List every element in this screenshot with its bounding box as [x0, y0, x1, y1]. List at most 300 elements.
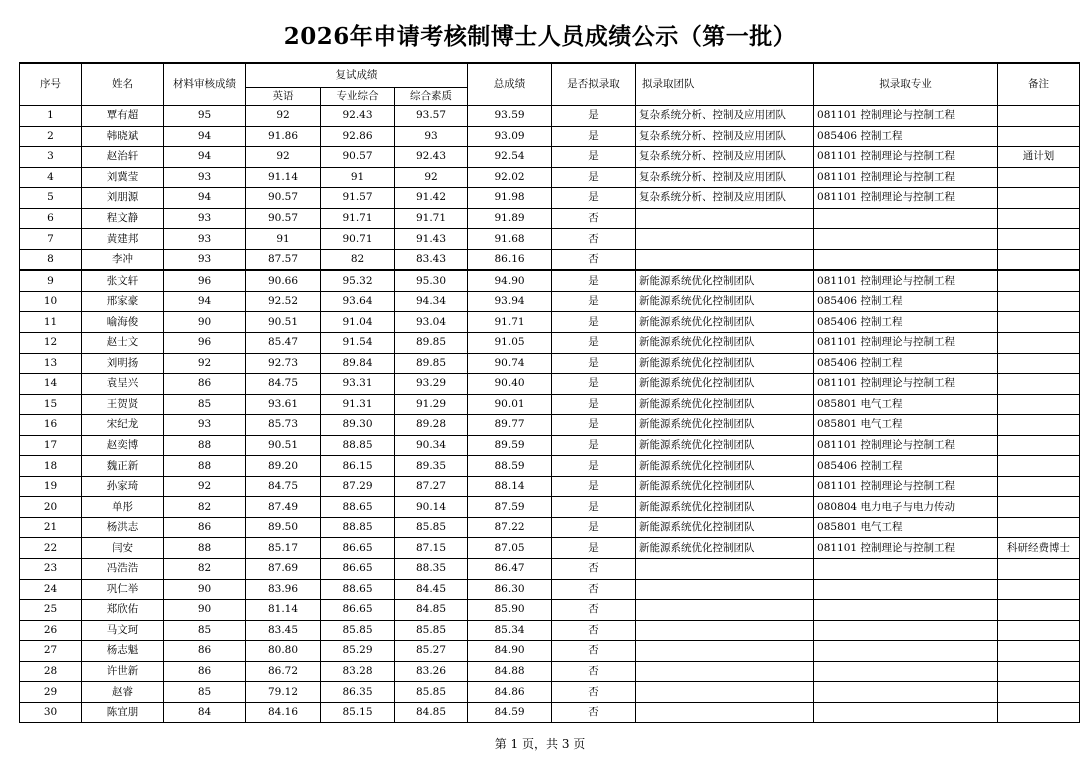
cell-team: 复杂系统分析、控制及应用团队 — [636, 167, 814, 188]
table-row — [20, 126, 1080, 147]
cell-major: 91.54 — [321, 333, 395, 354]
cell-name: 喻海俊 — [82, 312, 164, 333]
cell-admit: 是 — [552, 147, 636, 168]
cell-major: 86.65 — [321, 559, 395, 580]
table-row — [20, 456, 1080, 477]
cell-name: 赵治轩 — [82, 147, 164, 168]
header-name: 姓名 — [82, 63, 164, 106]
cell-program — [814, 249, 998, 270]
cell-program: 085406 控制工程 — [814, 312, 998, 333]
cell-name: 韩晓斌 — [82, 126, 164, 147]
cell-name: 魏正新 — [82, 456, 164, 477]
table-row — [20, 600, 1080, 621]
cell-note — [998, 126, 1080, 147]
cell-major: 91.31 — [321, 394, 395, 415]
cell-team — [636, 249, 814, 270]
cell-team — [636, 641, 814, 662]
cell-total: 88.59 — [468, 456, 552, 477]
cell-team: 新能源系统优化控制团队 — [636, 435, 814, 456]
cell-seq: 16 — [20, 415, 82, 436]
cell-program: 085801 电气工程 — [814, 394, 998, 415]
cell-material: 90 — [164, 312, 246, 333]
cell-program — [814, 229, 998, 250]
cell-quality: 94.34 — [395, 291, 468, 312]
cell-material: 96 — [164, 333, 246, 354]
cell-note — [998, 374, 1080, 395]
page-number: 第 1 页，共 3 页 — [494, 737, 586, 751]
cell-name: 杨志魁 — [82, 641, 164, 662]
cell-total: 86.47 — [468, 559, 552, 580]
cell-team: 复杂系统分析、控制及应用团队 — [636, 106, 814, 127]
cell-program: 081101 控制理论与控制工程 — [814, 106, 998, 127]
cell-seq: 22 — [20, 538, 82, 559]
cell-material: 86 — [164, 661, 246, 682]
cell-name: 巩仁举 — [82, 579, 164, 600]
cell-admit: 否 — [552, 682, 636, 703]
cell-total: 84.86 — [468, 682, 552, 703]
cell-program: 081101 控制理论与控制工程 — [814, 333, 998, 354]
cell-name: 闫安 — [82, 538, 164, 559]
score-table — [19, 62, 1080, 723]
cell-note — [998, 188, 1080, 209]
cell-material: 88 — [164, 456, 246, 477]
cell-name: 冯浩浩 — [82, 559, 164, 580]
cell-total: 92.02 — [468, 167, 552, 188]
cell-name: 刘明扬 — [82, 353, 164, 374]
cell-english: 90.51 — [246, 312, 321, 333]
cell-seq: 5 — [20, 188, 82, 209]
cell-program: 085406 控制工程 — [814, 126, 998, 147]
cell-name: 刘冀莹 — [82, 167, 164, 188]
cell-english: 92 — [246, 147, 321, 168]
header-retest: 复试成绩 — [246, 63, 468, 88]
cell-major: 85.15 — [321, 702, 395, 723]
cell-total: 91.05 — [468, 333, 552, 354]
header-quality: 综合素质 — [395, 88, 468, 106]
cell-admit: 是 — [552, 538, 636, 559]
cell-team: 新能源系统优化控制团队 — [636, 394, 814, 415]
cell-admit: 否 — [552, 702, 636, 723]
cell-total: 85.34 — [468, 620, 552, 641]
cell-quality: 87.27 — [395, 476, 468, 497]
cell-seq: 1 — [20, 106, 82, 127]
cell-team: 新能源系统优化控制团队 — [636, 538, 814, 559]
cell-admit: 是 — [552, 270, 636, 291]
cell-seq: 24 — [20, 579, 82, 600]
cell-english: 84.16 — [246, 702, 321, 723]
table-row — [20, 229, 1080, 250]
header-english: 英语 — [246, 88, 321, 106]
cell-material: 93 — [164, 229, 246, 250]
cell-admit: 是 — [552, 374, 636, 395]
header-note: 备注 — [998, 63, 1080, 106]
cell-material: 95 — [164, 106, 246, 127]
cell-english: 81.14 — [246, 600, 321, 621]
cell-material: 88 — [164, 435, 246, 456]
cell-note — [998, 333, 1080, 354]
cell-english: 87.57 — [246, 249, 321, 270]
cell-team — [636, 600, 814, 621]
cell-quality: 92 — [395, 167, 468, 188]
cell-name: 王贺贤 — [82, 394, 164, 415]
table-row — [20, 435, 1080, 456]
cell-team: 新能源系统优化控制团队 — [636, 374, 814, 395]
cell-seq: 3 — [20, 147, 82, 168]
cell-quality: 85.85 — [395, 620, 468, 641]
cell-program: 081101 控制理论与控制工程 — [814, 270, 998, 291]
cell-seq: 6 — [20, 208, 82, 229]
cell-name: 张文轩 — [82, 270, 164, 291]
cell-english: 90.66 — [246, 270, 321, 291]
cell-name: 陈宜朋 — [82, 702, 164, 723]
cell-admit: 否 — [552, 620, 636, 641]
cell-major: 86.65 — [321, 600, 395, 621]
cell-name: 赵士文 — [82, 333, 164, 354]
cell-admit: 是 — [552, 333, 636, 354]
cell-major: 88.65 — [321, 579, 395, 600]
cell-seq: 18 — [20, 456, 82, 477]
table-row — [20, 188, 1080, 209]
cell-name: 赵奕博 — [82, 435, 164, 456]
cell-major: 88.85 — [321, 517, 395, 538]
cell-seq: 10 — [20, 291, 82, 312]
cell-name: 刘朋源 — [82, 188, 164, 209]
table-row — [20, 147, 1080, 168]
table-row — [20, 702, 1080, 723]
cell-quality: 92.43 — [395, 147, 468, 168]
cell-note — [998, 620, 1080, 641]
cell-name: 马文珂 — [82, 620, 164, 641]
cell-english: 92.52 — [246, 291, 321, 312]
cell-major: 92.43 — [321, 106, 395, 127]
cell-name: 郑欣佑 — [82, 600, 164, 621]
cell-name: 赵睿 — [82, 682, 164, 703]
cell-major: 90.57 — [321, 147, 395, 168]
cell-total: 90.74 — [468, 353, 552, 374]
cell-admit: 是 — [552, 291, 636, 312]
cell-total: 93.09 — [468, 126, 552, 147]
cell-total: 88.14 — [468, 476, 552, 497]
cell-team: 新能源系统优化控制团队 — [636, 456, 814, 477]
header-material: 材料审核成绩 — [164, 63, 246, 106]
cell-seq: 4 — [20, 167, 82, 188]
cell-name: 杨洪志 — [82, 517, 164, 538]
cell-material: 93 — [164, 415, 246, 436]
cell-english: 83.96 — [246, 579, 321, 600]
cell-material: 93 — [164, 249, 246, 270]
cell-seq: 25 — [20, 600, 82, 621]
cell-total: 92.54 — [468, 147, 552, 168]
cell-program — [814, 702, 998, 723]
cell-seq: 28 — [20, 661, 82, 682]
cell-seq: 20 — [20, 497, 82, 518]
header-program: 拟录取专业 — [814, 63, 998, 106]
cell-quality: 84.85 — [395, 600, 468, 621]
cell-total: 85.90 — [468, 600, 552, 621]
cell-team: 新能源系统优化控制团队 — [636, 353, 814, 374]
cell-major: 85.85 — [321, 620, 395, 641]
cell-admit: 否 — [552, 559, 636, 580]
cell-admit: 是 — [552, 188, 636, 209]
cell-name: 袁呈兴 — [82, 374, 164, 395]
cell-quality: 89.85 — [395, 353, 468, 374]
cell-material: 85 — [164, 620, 246, 641]
table-row — [20, 476, 1080, 497]
cell-english: 91.14 — [246, 167, 321, 188]
table-row — [20, 538, 1080, 559]
cell-total: 89.77 — [468, 415, 552, 436]
cell-major: 85.29 — [321, 641, 395, 662]
cell-note — [998, 249, 1080, 270]
cell-program: 085801 电气工程 — [814, 517, 998, 538]
cell-note — [998, 312, 1080, 333]
cell-team: 新能源系统优化控制团队 — [636, 517, 814, 538]
cell-program: 085406 控制工程 — [814, 291, 998, 312]
cell-program — [814, 600, 998, 621]
cell-note — [998, 559, 1080, 580]
table-row — [20, 559, 1080, 580]
table-row — [20, 497, 1080, 518]
cell-material: 85 — [164, 682, 246, 703]
table-row — [20, 620, 1080, 641]
cell-material: 90 — [164, 600, 246, 621]
cell-major: 89.84 — [321, 353, 395, 374]
cell-team — [636, 559, 814, 580]
table-row — [20, 682, 1080, 703]
cell-total: 87.22 — [468, 517, 552, 538]
cell-team — [636, 702, 814, 723]
cell-seq: 23 — [20, 559, 82, 580]
cell-quality: 90.34 — [395, 435, 468, 456]
cell-quality: 93 — [395, 126, 468, 147]
cell-team: 复杂系统分析、控制及应用团队 — [636, 147, 814, 168]
table-row — [20, 291, 1080, 312]
header-admit: 是否拟录取 — [552, 63, 636, 106]
cell-name: 黄建邦 — [82, 229, 164, 250]
cell-major: 93.64 — [321, 291, 395, 312]
cell-quality: 85.27 — [395, 641, 468, 662]
cell-admit: 是 — [552, 497, 636, 518]
cell-team: 新能源系统优化控制团队 — [636, 291, 814, 312]
cell-admit: 否 — [552, 600, 636, 621]
table-row — [20, 517, 1080, 538]
cell-seq: 7 — [20, 229, 82, 250]
cell-admit: 否 — [552, 208, 636, 229]
cell-seq: 27 — [20, 641, 82, 662]
cell-material: 86 — [164, 641, 246, 662]
cell-material: 85 — [164, 394, 246, 415]
cell-material: 94 — [164, 147, 246, 168]
cell-total: 84.88 — [468, 661, 552, 682]
cell-seq: 30 — [20, 702, 82, 723]
cell-program: 085801 电气工程 — [814, 415, 998, 436]
cell-note — [998, 702, 1080, 723]
cell-english: 83.45 — [246, 620, 321, 641]
table-row — [20, 270, 1080, 291]
cell-quality: 85.85 — [395, 517, 468, 538]
cell-quality: 84.85 — [395, 702, 468, 723]
cell-major: 90.71 — [321, 229, 395, 250]
cell-admit: 是 — [552, 167, 636, 188]
table-row — [20, 394, 1080, 415]
cell-major: 83.28 — [321, 661, 395, 682]
cell-team: 复杂系统分析、控制及应用团队 — [636, 126, 814, 147]
cell-seq: 11 — [20, 312, 82, 333]
cell-english: 84.75 — [246, 374, 321, 395]
cell-major: 86.65 — [321, 538, 395, 559]
cell-note — [998, 600, 1080, 621]
cell-team: 复杂系统分析、控制及应用团队 — [636, 188, 814, 209]
header-seq: 序号 — [20, 63, 82, 106]
cell-seq: 8 — [20, 249, 82, 270]
cell-seq: 9 — [20, 270, 82, 291]
cell-english: 85.47 — [246, 333, 321, 354]
table-row — [20, 333, 1080, 354]
cell-quality: 93.29 — [395, 374, 468, 395]
cell-seq: 14 — [20, 374, 82, 395]
cell-note — [998, 682, 1080, 703]
cell-program — [814, 620, 998, 641]
cell-quality: 93.57 — [395, 106, 468, 127]
cell-admit: 是 — [552, 126, 636, 147]
cell-quality: 91.71 — [395, 208, 468, 229]
cell-total: 86.16 — [468, 249, 552, 270]
cell-note — [998, 270, 1080, 291]
cell-admit: 否 — [552, 661, 636, 682]
cell-total: 84.59 — [468, 702, 552, 723]
cell-program — [814, 579, 998, 600]
cell-seq: 19 — [20, 476, 82, 497]
cell-name: 李冲 — [82, 249, 164, 270]
cell-name: 孙家琦 — [82, 476, 164, 497]
cell-team: 新能源系统优化控制团队 — [636, 333, 814, 354]
cell-quality: 89.35 — [395, 456, 468, 477]
cell-major: 89.30 — [321, 415, 395, 436]
table-row — [20, 374, 1080, 395]
cell-team: 新能源系统优化控制团队 — [636, 312, 814, 333]
cell-seq: 12 — [20, 333, 82, 354]
cell-note: 科研经费博士 — [998, 538, 1080, 559]
cell-material: 93 — [164, 208, 246, 229]
cell-name: 程文静 — [82, 208, 164, 229]
cell-english: 89.20 — [246, 456, 321, 477]
cell-admit: 是 — [552, 517, 636, 538]
cell-total: 94.90 — [468, 270, 552, 291]
cell-name: 邢家豪 — [82, 291, 164, 312]
cell-major: 91 — [321, 167, 395, 188]
cell-team — [636, 661, 814, 682]
cell-material: 82 — [164, 497, 246, 518]
cell-seq: 26 — [20, 620, 82, 641]
cell-seq: 13 — [20, 353, 82, 374]
cell-note: 通计划 — [998, 147, 1080, 168]
cell-program: 081101 控制理论与控制工程 — [814, 188, 998, 209]
cell-major: 87.29 — [321, 476, 395, 497]
table-row — [20, 579, 1080, 600]
cell-english: 93.61 — [246, 394, 321, 415]
cell-total: 91.68 — [468, 229, 552, 250]
cell-major: 82 — [321, 249, 395, 270]
cell-team: 新能源系统优化控制团队 — [636, 270, 814, 291]
cell-material: 94 — [164, 188, 246, 209]
cell-total: 93.94 — [468, 291, 552, 312]
cell-material: 86 — [164, 517, 246, 538]
cell-name: 许世新 — [82, 661, 164, 682]
cell-major: 86.35 — [321, 682, 395, 703]
cell-note — [998, 641, 1080, 662]
cell-admit: 是 — [552, 106, 636, 127]
cell-note — [998, 106, 1080, 127]
cell-total: 87.05 — [468, 538, 552, 559]
cell-quality: 83.26 — [395, 661, 468, 682]
cell-program — [814, 682, 998, 703]
cell-total: 86.30 — [468, 579, 552, 600]
cell-program — [814, 208, 998, 229]
cell-team: 新能源系统优化控制团队 — [636, 476, 814, 497]
cell-seq: 2 — [20, 126, 82, 147]
cell-english: 91.86 — [246, 126, 321, 147]
cell-material: 93 — [164, 167, 246, 188]
cell-note — [998, 435, 1080, 456]
cell-english: 91 — [246, 229, 321, 250]
table-row — [20, 415, 1080, 436]
cell-quality: 87.15 — [395, 538, 468, 559]
cell-english: 92.73 — [246, 353, 321, 374]
cell-material: 82 — [164, 559, 246, 580]
table-row — [20, 661, 1080, 682]
cell-material: 96 — [164, 270, 246, 291]
cell-note — [998, 456, 1080, 477]
cell-major: 92.86 — [321, 126, 395, 147]
cell-english: 90.57 — [246, 208, 321, 229]
cell-material: 86 — [164, 374, 246, 395]
cell-material: 94 — [164, 126, 246, 147]
table-row — [20, 641, 1080, 662]
cell-admit: 否 — [552, 579, 636, 600]
cell-material: 84 — [164, 702, 246, 723]
cell-team — [636, 620, 814, 641]
cell-name: 宋纪龙 — [82, 415, 164, 436]
cell-english: 84.75 — [246, 476, 321, 497]
cell-note — [998, 394, 1080, 415]
cell-note — [998, 208, 1080, 229]
cell-total: 84.90 — [468, 641, 552, 662]
cell-seq: 17 — [20, 435, 82, 456]
cell-note — [998, 476, 1080, 497]
table-row — [20, 167, 1080, 188]
table-row — [20, 312, 1080, 333]
cell-seq: 15 — [20, 394, 82, 415]
header-total: 总成绩 — [468, 63, 552, 106]
cell-note — [998, 353, 1080, 374]
cell-quality: 89.28 — [395, 415, 468, 436]
cell-quality: 91.42 — [395, 188, 468, 209]
cell-material: 90 — [164, 579, 246, 600]
cell-english: 85.17 — [246, 538, 321, 559]
table-row — [20, 353, 1080, 374]
cell-admit: 是 — [552, 353, 636, 374]
cell-english: 87.49 — [246, 497, 321, 518]
cell-english: 86.72 — [246, 661, 321, 682]
cell-team — [636, 579, 814, 600]
cell-material: 92 — [164, 353, 246, 374]
cell-admit: 否 — [552, 229, 636, 250]
cell-total: 89.59 — [468, 435, 552, 456]
cell-note — [998, 517, 1080, 538]
cell-major: 93.31 — [321, 374, 395, 395]
cell-english: 90.51 — [246, 435, 321, 456]
cell-program: 081101 控制理论与控制工程 — [814, 374, 998, 395]
